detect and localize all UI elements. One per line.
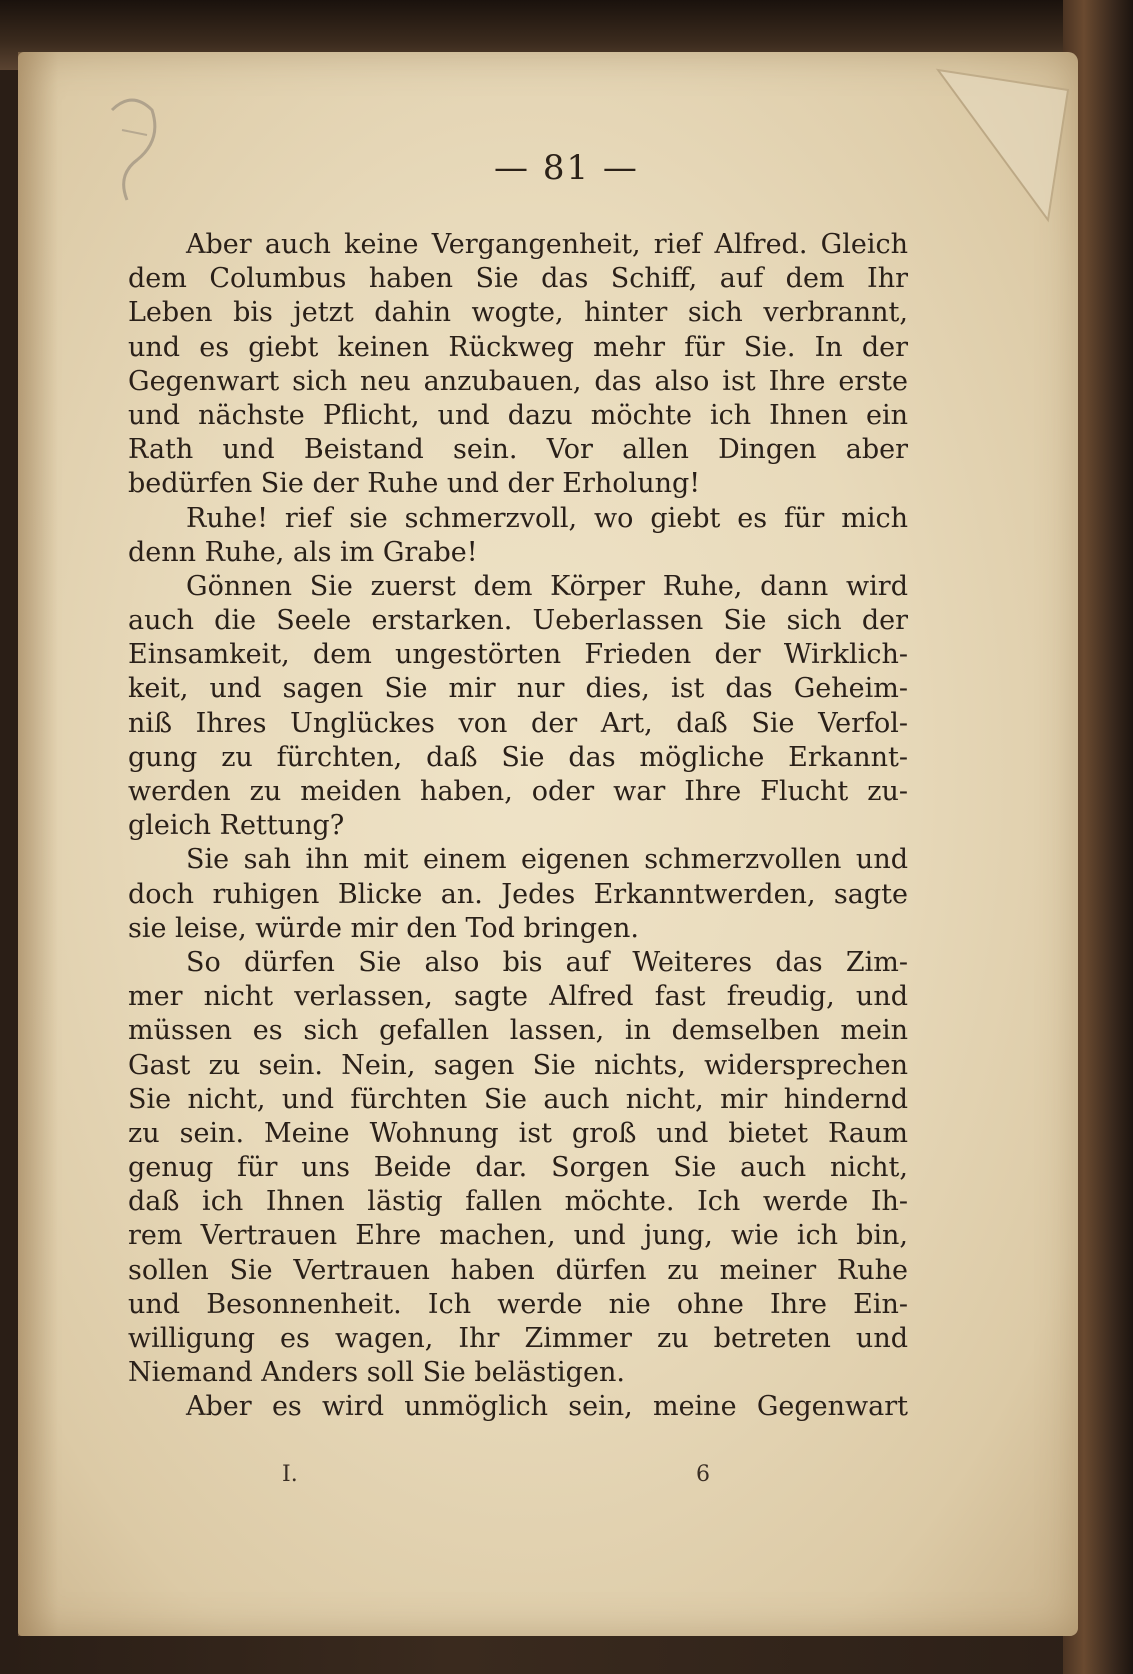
signature-mark-left: I.	[282, 1462, 298, 1487]
text-line: müssen es sich gefallen lassen, in demselben mein	[128, 1015, 908, 1047]
text-line: So dürfen Sie also bis auf Weiteres das Zim-	[186, 946, 908, 978]
text-line: Sie sah ihn mit einem eigenen schmerzvollen und	[186, 844, 908, 876]
text-line: und es giebt keinen Rückweg mehr für Sie. In der	[128, 331, 908, 363]
text-line: Gönnen Sie zuerst dem Körper Ruhe, dann wird	[186, 570, 908, 602]
text-line: mer nicht verlassen, sagte Alfred fast freudig, und	[128, 981, 908, 1013]
folded-corner-icon	[928, 60, 1078, 230]
text-line: und nächste Pflicht, und dazu möchte ich Ihnen ein	[128, 399, 908, 431]
body-text	[128, 228, 908, 1425]
text-line: Leben bis jetzt dahin wogte, hinter sich verbrannt,	[128, 297, 908, 329]
text-line: bedürfen Sie der Ruhe und der Erholung!	[128, 468, 701, 500]
signature-mark-right: 6	[696, 1462, 710, 1487]
text-line: werden zu meiden haben, oder war Ihre Flucht zu-	[128, 776, 908, 807]
text-line: Niemand Anders soll Sie belästigen.	[128, 1357, 625, 1389]
text-line: Rath und Beistand sein. Vor allen Dingen aber	[128, 434, 908, 466]
text-line: und Besonnenheit. Ich werde nie ohne Ihre Ein-	[128, 1288, 908, 1320]
text-line: daß ich Ihnen lästig fallen möchte. Ich werde Ih-	[128, 1186, 908, 1218]
text-line: sie leise, würde mir den Tod bringen.	[128, 912, 639, 944]
text-line: zu sein. Meine Wohnung ist groß und bietet Raum	[128, 1117, 908, 1149]
text-line: rem Vertrauen Ehre machen, und jung, wie ich bin,	[128, 1220, 908, 1252]
text-line: sollen Sie Vertrauen haben dürfen zu meiner Ruhe	[128, 1254, 908, 1286]
text-line: keit, und sagen Sie mir nur dies, ist das Geheim-	[128, 673, 908, 705]
text-line: Sie nicht, und fürchten Sie auch nicht, mir hindernd	[128, 1083, 908, 1115]
text-line: dem Columbus haben Sie das Schiff, auf dem Ihr	[128, 263, 908, 295]
text-line: gleich Rettung?	[128, 810, 345, 842]
text-line: Aber es wird unmöglich sein, meine Gegenwart	[186, 1391, 908, 1423]
text-line: Gast zu sein. Nein, sagen Sie nichts, widersprechen	[128, 1049, 908, 1081]
page-gutter	[18, 52, 58, 1636]
text-line: Gegenwart sich neu anzubauen, das also ist Ihre erste	[128, 365, 908, 397]
text-line: Aber auch keine Vergangenheit, rief Alfred. Gleich	[186, 229, 908, 260]
text-line: Einsamkeit, dem ungestörten Frieden der Wirklich-	[128, 639, 908, 671]
text-line: willigung es wagen, Ihr Zimmer zu betreten und	[128, 1323, 908, 1354]
page-number: — 81 —	[494, 148, 639, 188]
text-line: doch ruhigen Blicke an. Jedes Erkanntwerden, sagte	[128, 878, 908, 910]
text-line: genug für uns Beide dar. Sorgen Sie auch nicht,	[128, 1152, 908, 1184]
text-line: denn Ruhe, als im Grabe!	[128, 536, 478, 568]
text-line: niß Ihres Unglückes von der Art, daß Sie Verfol-	[128, 707, 908, 739]
text-line: auch die Seele erstarken. Ueberlassen Sie sich der	[128, 605, 908, 637]
text-line: gung zu fürchten, daß Sie das mögliche Erkannt-	[128, 741, 908, 773]
text-line: Ruhe! rief sie schmerzvoll, wo giebt es für mich	[186, 502, 908, 534]
